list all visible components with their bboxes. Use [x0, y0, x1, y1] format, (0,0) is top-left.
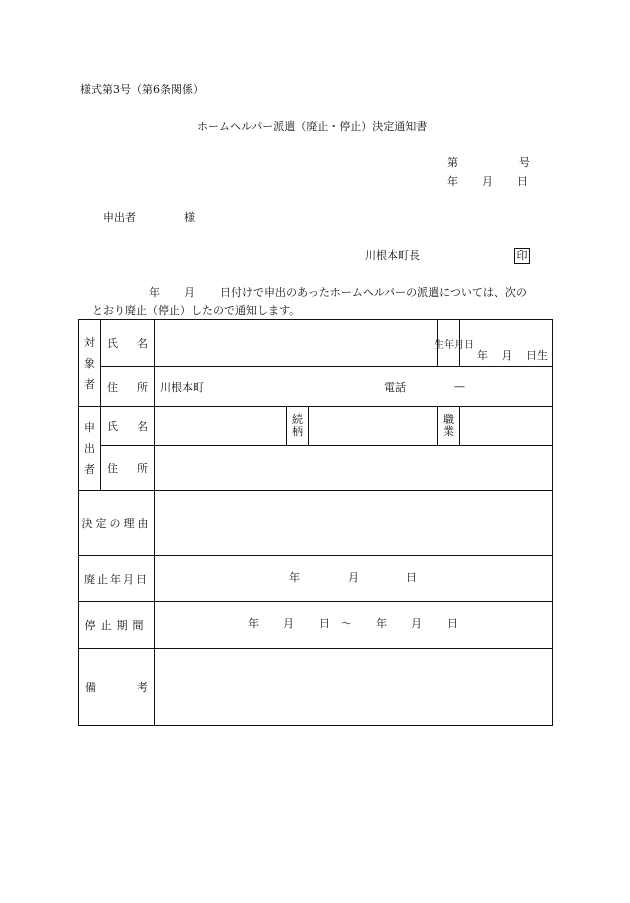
- date-month: 月: [482, 175, 493, 188]
- date-day: 日: [517, 175, 528, 188]
- applicant-name-field[interactable]: [155, 407, 287, 446]
- intro-month: 月: [184, 286, 195, 299]
- abolish-date-field[interactable]: [155, 556, 553, 602]
- document-title: ホームヘルパー派遣（廃止・停止）決定通知書: [197, 120, 428, 133]
- applicant-address-field[interactable]: [155, 446, 553, 491]
- applicant-label: 申出者: [103, 211, 136, 224]
- abolish-date-label: 廃止年月日: [79, 556, 155, 602]
- abolish-month: 月: [348, 570, 359, 584]
- birth-day: 日生: [526, 349, 548, 362]
- birth-year: 年: [477, 349, 488, 362]
- number-go: 号: [519, 156, 530, 169]
- suspend-from-year: 年: [248, 617, 259, 630]
- suspend-tilde: ～: [341, 617, 352, 630]
- suspend-from-month: 月: [283, 617, 294, 630]
- birth-month: 月: [501, 349, 513, 362]
- birth-date-label: 生年月日: [438, 320, 460, 367]
- number-dai: 第: [447, 156, 458, 169]
- applicant-address-label: 住 所: [101, 446, 155, 491]
- phone-dash: —: [454, 380, 465, 393]
- reason-label: 決定の理由: [79, 491, 155, 556]
- intro-line2: とおり廃止（停止）したので通知します。: [92, 304, 301, 317]
- target-group-label: 対 象 者: [79, 320, 101, 407]
- relation-label: 続 柄: [287, 407, 309, 446]
- suspend-to-day: 日: [447, 617, 458, 630]
- suspend-to-year: 年: [376, 617, 387, 630]
- address-value: 川根本町: [160, 380, 204, 394]
- suspend-to-month: 月: [411, 617, 422, 630]
- target-address-label: 住 所: [101, 367, 155, 407]
- remarks-field[interactable]: [155, 649, 553, 726]
- form-number: 様式第3号（第6条関係）: [80, 83, 204, 96]
- suspend-period-field[interactable]: [155, 602, 553, 649]
- occupation-label: 職 業: [438, 407, 460, 446]
- relation-field[interactable]: [309, 407, 438, 446]
- applicant-sama: 様: [184, 211, 195, 224]
- occupation-field[interactable]: [460, 407, 553, 446]
- suspend-period-label: 停止期間: [79, 602, 155, 649]
- abolish-year: 年: [289, 570, 300, 584]
- applicant-group-label: 申 出 者: [79, 407, 101, 491]
- intro-year: 年: [149, 286, 160, 299]
- birth-date-field[interactable]: [460, 320, 553, 367]
- date-year: 年: [447, 175, 458, 188]
- target-name-field[interactable]: [155, 320, 438, 367]
- applicant-name-label: 氏 名: [101, 407, 155, 446]
- target-name-label: 氏 名: [101, 320, 155, 367]
- seal-mark: 印: [514, 248, 530, 264]
- issuer-name: 川根本町長: [365, 249, 420, 262]
- abolish-day: 日: [406, 570, 417, 584]
- intro-line1: 日付けで申出のあったホームヘルパーの派遣については、次の: [220, 286, 527, 299]
- suspend-from-day: 日: [319, 617, 330, 630]
- reason-field[interactable]: [155, 491, 553, 556]
- remarks-label: 備 考: [79, 649, 155, 726]
- target-address-field[interactable]: [155, 367, 553, 407]
- notification-table: [78, 319, 553, 726]
- phone-label: 電話: [384, 380, 406, 394]
